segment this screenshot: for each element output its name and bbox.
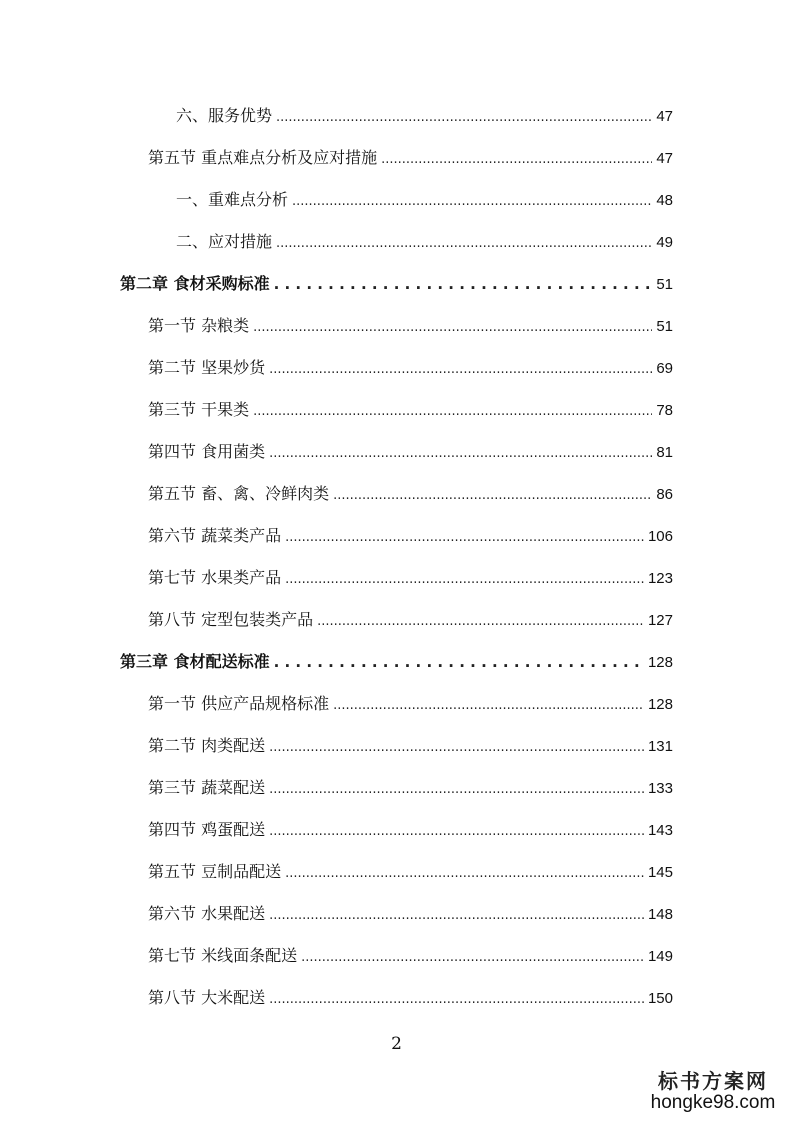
toc-entry-page: 128 xyxy=(647,696,673,713)
toc-entry[interactable] xyxy=(148,894,673,934)
toc-entry-label: 第四节 鸡蛋配送 xyxy=(148,820,266,839)
dot-leader xyxy=(269,812,644,852)
dot-leader xyxy=(253,392,652,432)
toc-entry-label: 第五节 重点难点分析及应对措施 xyxy=(148,148,378,167)
toc-entry-page: 51 xyxy=(656,276,673,293)
toc-entry-page: 78 xyxy=(656,402,673,419)
dot-leader xyxy=(274,264,653,304)
toc-entry-page: 48 xyxy=(656,192,673,209)
toc-entry-page: 69 xyxy=(656,360,673,377)
toc-entry[interactable] xyxy=(148,852,673,892)
toc-entry-page: 47 xyxy=(656,108,673,125)
toc-entry-page: 128 xyxy=(647,654,673,671)
toc-entry-label: 第三章 食材配送标准 xyxy=(120,652,270,671)
dot-leader xyxy=(301,938,644,978)
toc-entry[interactable] xyxy=(148,810,673,850)
toc-entry-label: 一、重难点分析 xyxy=(176,190,289,209)
toc-entry-page: 145 xyxy=(647,864,673,881)
dot-leader xyxy=(269,896,644,936)
toc-entry-label: 第二节 坚果炒货 xyxy=(148,358,266,377)
toc-entry[interactable] xyxy=(148,348,673,388)
toc-entry[interactable] xyxy=(148,684,673,724)
toc-entry-page: 49 xyxy=(656,234,673,251)
dot-leader xyxy=(274,642,644,682)
watermark-cn: 标书方案网 xyxy=(658,1069,768,1093)
toc-entry[interactable] xyxy=(148,978,673,1018)
dot-leader xyxy=(285,560,644,600)
toc-entry-page: 51 xyxy=(656,318,673,335)
toc-entry[interactable] xyxy=(148,390,673,430)
toc-entry-label: 第五节 豆制品配送 xyxy=(148,862,282,881)
toc-entry-page: 127 xyxy=(647,612,673,629)
watermark xyxy=(643,1065,783,1114)
dot-leader xyxy=(276,224,652,264)
toc-entry-page: 47 xyxy=(656,150,673,167)
toc-entry-label: 第一节 供应产品规格标准 xyxy=(148,694,330,713)
toc-entry-label: 第五节 畜、禽、冷鲜肉类 xyxy=(148,484,330,503)
toc-entry-label: 第六节 蔬菜类产品 xyxy=(148,526,282,545)
toc-entry-label: 二、应对措施 xyxy=(176,232,273,251)
toc-entry[interactable] xyxy=(176,180,673,220)
toc-entry[interactable] xyxy=(148,474,673,514)
toc-chapter-entry[interactable] xyxy=(120,642,673,682)
toc-entry-label: 六、服务优势 xyxy=(176,106,273,125)
dot-leader xyxy=(269,980,644,1020)
dot-leader xyxy=(253,308,652,348)
dot-leader xyxy=(285,518,644,558)
dot-leader xyxy=(285,854,644,894)
toc-chapter-entry[interactable] xyxy=(120,264,673,304)
toc-entry-label: 第八节 大米配送 xyxy=(148,988,266,1007)
toc-entry-page: 150 xyxy=(647,990,673,1007)
dot-leader xyxy=(333,476,652,516)
toc-entry-page: 149 xyxy=(647,948,673,965)
toc-entry-label: 第二章 食材采购标准 xyxy=(120,274,270,293)
toc-entry[interactable] xyxy=(148,726,673,766)
dot-leader xyxy=(276,98,652,138)
dot-leader xyxy=(269,350,652,390)
toc-entry[interactable] xyxy=(148,600,673,640)
toc-entry-label: 第七节 米线面条配送 xyxy=(148,946,298,965)
page-number: 2 xyxy=(391,1034,402,1054)
toc-entry-label: 第四节 食用菌类 xyxy=(148,442,266,461)
toc-entry[interactable] xyxy=(148,768,673,808)
dot-leader xyxy=(269,434,652,474)
toc-entry-page: 86 xyxy=(656,486,673,503)
toc-entry[interactable] xyxy=(148,936,673,976)
toc-entry[interactable] xyxy=(176,96,673,136)
toc-entry[interactable] xyxy=(148,138,673,178)
dot-leader xyxy=(292,182,652,222)
toc-entry[interactable] xyxy=(148,306,673,346)
toc-entry-page: 81 xyxy=(656,444,673,461)
dot-leader xyxy=(333,686,644,726)
toc-entry-label: 第七节 水果类产品 xyxy=(148,568,282,587)
toc-entry[interactable] xyxy=(176,222,673,262)
toc-entry-label: 第六节 水果配送 xyxy=(148,904,266,923)
dot-leader xyxy=(317,602,644,642)
toc-entry-page: 143 xyxy=(647,822,673,839)
toc-entry[interactable] xyxy=(148,432,673,472)
toc-entry-page: 106 xyxy=(647,528,673,545)
toc-entry-label: 第八节 定型包装类产品 xyxy=(148,610,314,629)
toc-entry-label: 第三节 干果类 xyxy=(148,400,250,419)
toc-entry-label: 第二节 肉类配送 xyxy=(148,736,266,755)
toc-entry-page: 123 xyxy=(647,570,673,587)
watermark-en: hongke98.com xyxy=(650,1092,776,1113)
toc-entry[interactable] xyxy=(148,516,673,556)
toc-entry-label: 第三节 蔬菜配送 xyxy=(148,778,266,797)
dot-leader xyxy=(269,728,644,768)
dot-leader xyxy=(269,770,644,810)
toc-entry-label: 第一节 杂粮类 xyxy=(148,316,250,335)
toc-entry-page: 133 xyxy=(647,780,673,797)
toc-entry[interactable] xyxy=(148,558,673,598)
toc-entry-page: 148 xyxy=(647,906,673,923)
toc-entry-page: 131 xyxy=(647,738,673,755)
dot-leader xyxy=(381,140,652,180)
